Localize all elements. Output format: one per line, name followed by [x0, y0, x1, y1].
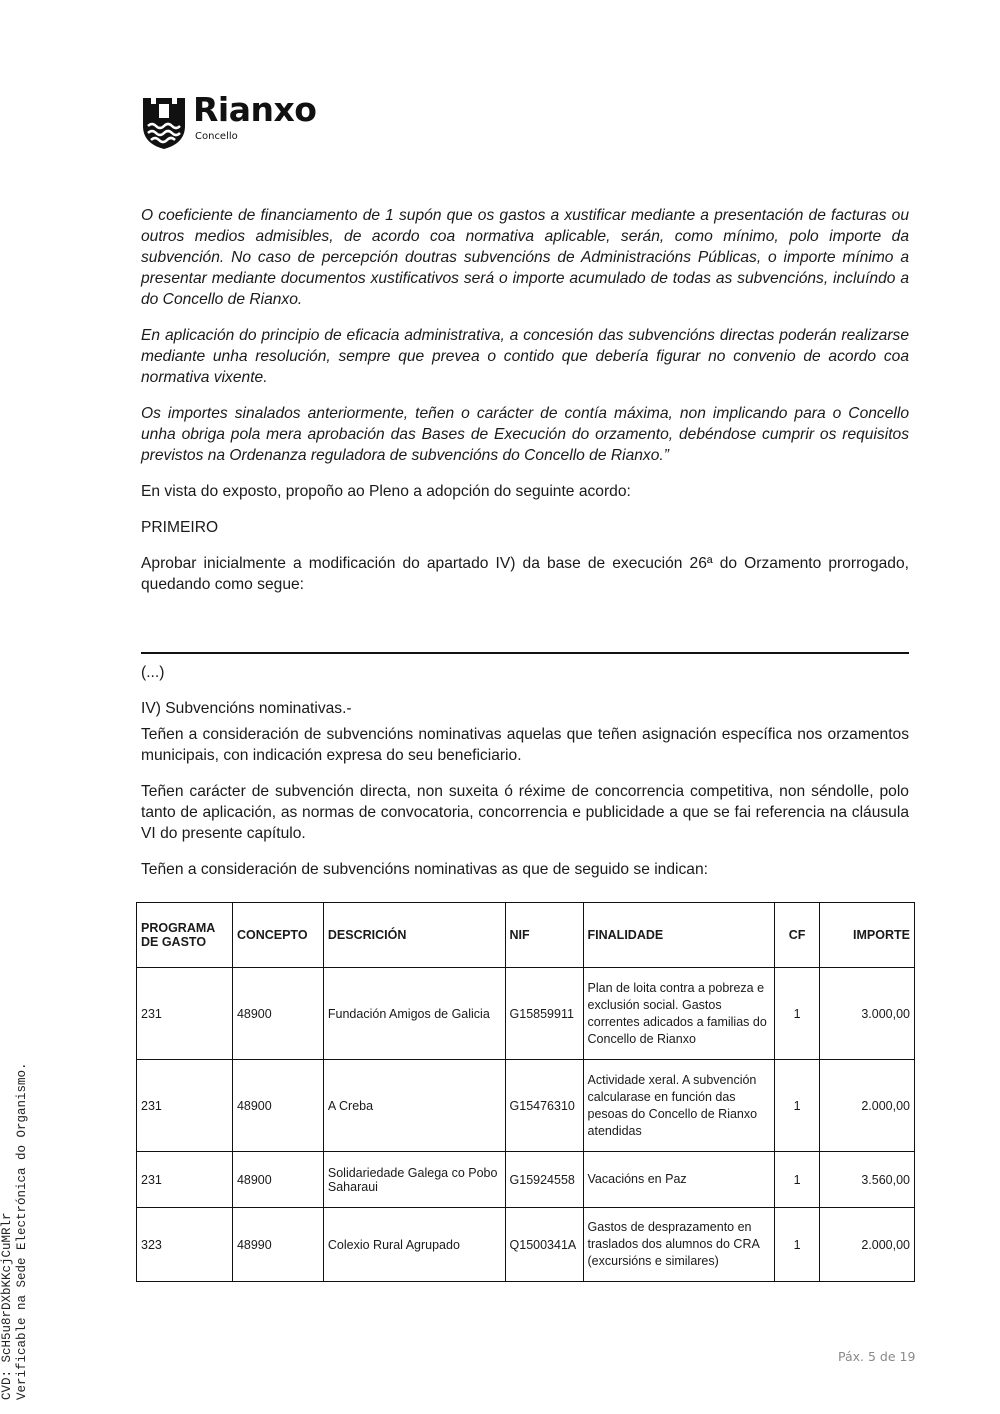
table-row: [137, 1208, 915, 1282]
paragraph: Teñen a consideración de subvencións nominativas aquelas que teñen asignación específica nos orzamentos municipais, con indicación expresa do seu beneficiario.: [141, 726, 909, 764]
table-cell: Actividade xeral. A subvención calcularase en función das pesoas do Concello de Rianxo atendidas: [583, 1060, 775, 1152]
section-heading: IV) Subvencións nominativas.-: [141, 700, 352, 717]
column-header: IMPORTE: [820, 903, 915, 968]
table-cell: Vacacións en Paz: [583, 1152, 775, 1208]
table-row: [137, 1060, 915, 1152]
table-cell: 231: [137, 968, 233, 1060]
table-cell: Q1500341A: [505, 1208, 583, 1282]
table-cell: Colexio Rural Agrupado: [323, 1208, 505, 1282]
column-header: FINALIDADE: [583, 903, 775, 968]
table-cell: G15859911: [505, 968, 583, 1060]
paragraph: Os importes sinalados anteriormente, teñen o carácter de contía máxima, non implicando para o Concello unha obriga pola mera aprobación das Bases de Execución do orzamento, debéndose cumprir os requisitos previstos na Ordenanza reguladora de subvencións do Concello de Rianxo.”: [141, 405, 909, 464]
column-header: PROGRAMA DE GASTO: [137, 903, 233, 968]
column-header: CF: [775, 903, 820, 968]
table-cell: Gastos de desprazamento en traslados dos alumnos do CRA (excursións e similares): [583, 1208, 775, 1282]
verification-code: [0, 1020, 30, 1400]
verification-note-line: Verificable na Sede Electrónica do Organismo.: [15, 1062, 29, 1400]
amended-text: [141, 662, 909, 895]
table-cell: 1: [775, 1060, 820, 1152]
paragraph: En aplicación do principio de eficacia administrativa, a concesión das subvencións directas poderán realizarse mediante unha resolución, sempre que prevea o contido que debería figurar no convenio de acordo coa normativa vixente.: [141, 327, 909, 386]
verification-code-line: CVD: ScH5u8rDXbKKcjCuMRlr: [0, 1212, 14, 1400]
body-text: [141, 205, 909, 610]
table-cell: G15924558: [505, 1152, 583, 1208]
table-cell: 3.560,00: [820, 1152, 915, 1208]
table-cell: Plan de loita contra a pobreza e exclusión social. Gastos correntes adicados a familias do Concello de Rianxo: [583, 968, 775, 1060]
page-number: Páx. 5 de 19: [838, 1349, 916, 1364]
logo-subtitle: Concello: [195, 131, 238, 142]
table-row: [137, 968, 915, 1060]
table-cell: 231: [137, 1152, 233, 1208]
table-cell: 323: [137, 1208, 233, 1282]
divider: [141, 652, 909, 654]
section-label: PRIMEIRO: [141, 519, 219, 536]
table-cell: 1: [775, 1152, 820, 1208]
table-cell: 2.000,00: [820, 1060, 915, 1152]
table-header-row: [137, 903, 915, 968]
ellipsis: (...): [141, 664, 165, 681]
paragraph: O coeficiente de financiamento de 1 supón que os gastos a xustificar mediante a presentación de facturas ou outros medios admisibles, de acordo coa normativa aplicable, serán, como mínimo, polo importe da subvención. No caso de percepción doutras subvencións de Administracións Públicas, o importe mínimo a presentar mediante documentos xustificativos será o importe acumulado de todas as subvencións, incluíndo a do Concello de Rianxo.: [141, 207, 909, 308]
column-header: CONCEPTO: [232, 903, 323, 968]
column-header: NIF: [505, 903, 583, 968]
paragraph: Aprobar inicialmente a modificación do apartado IV) da base de execución 26ª do Orzamento prorrogado, quedando como segue:: [141, 555, 909, 593]
castle-shield-icon: [141, 96, 187, 150]
table-cell: 1: [775, 1208, 820, 1282]
table-cell: Solidariedade Galega co Pobo Saharaui: [323, 1152, 505, 1208]
table-cell: A Creba: [323, 1060, 505, 1152]
table-cell: Fundación Amigos de Galicia: [323, 968, 505, 1060]
column-header: DESCRICIÓN: [323, 903, 505, 968]
subsidies-table: [136, 902, 915, 1282]
logo-name: Rianxo: [193, 90, 317, 129]
paragraph: Teñen a consideración de subvencións nominativas as que de seguido se indican:: [141, 861, 708, 878]
table-cell: 48900: [232, 1152, 323, 1208]
table-cell: G15476310: [505, 1060, 583, 1152]
council-logo: [141, 90, 351, 152]
table-cell: 1: [775, 968, 820, 1060]
paragraph: Teñen carácter de subvención directa, non suxeita ó réxime de concorrencia competitiva, non séndolle, polo tanto de aplicación, as normas de convocatoria, concorrencia e publicidade a que se fai referencia na cláusula VI do presente capítulo.: [141, 783, 909, 842]
table-cell: 48900: [232, 968, 323, 1060]
table-cell: 3.000,00: [820, 968, 915, 1060]
paragraph: En vista do exposto, propoño ao Pleno a adopción do seguinte acordo:: [141, 483, 631, 500]
table-cell: 48990: [232, 1208, 323, 1282]
table-cell: 48900: [232, 1060, 323, 1152]
table-cell: 231: [137, 1060, 233, 1152]
table-row: [137, 1152, 915, 1208]
table-cell: 2.000,00: [820, 1208, 915, 1282]
